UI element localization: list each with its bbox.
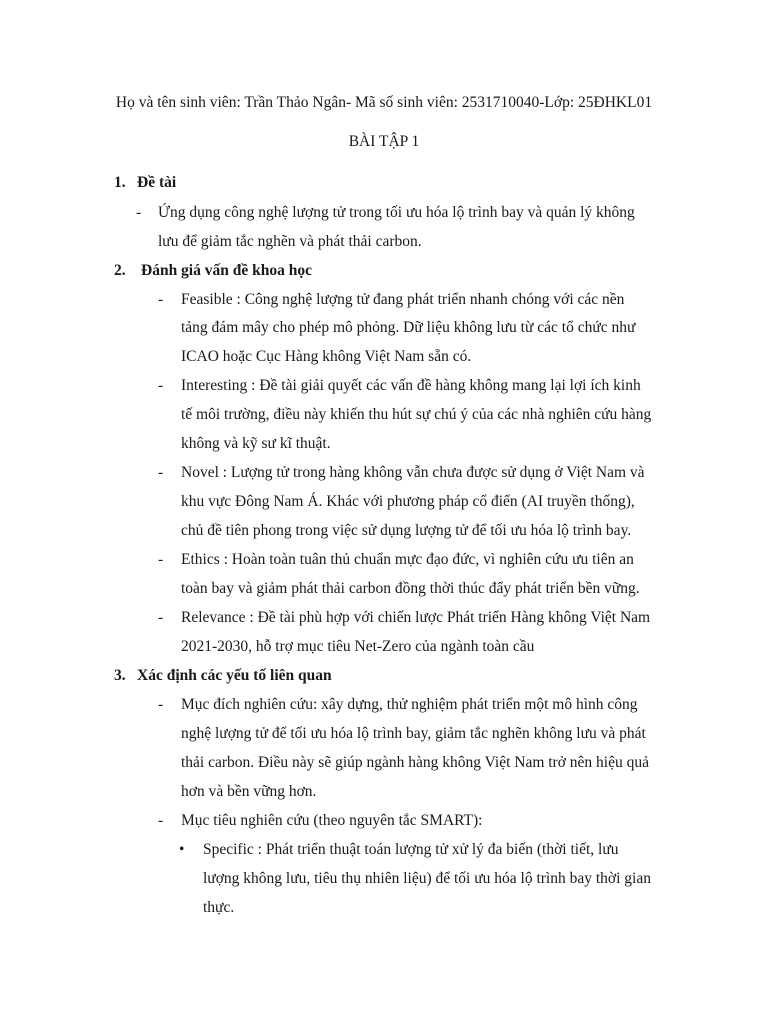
section-2-item-1-line-2: tảng đám mây cho phép mô phỏng. Dữ liệu không lưu từ các tổ chức như xyxy=(181,319,636,336)
assignment-title: BÀI TẬP 1 xyxy=(348,133,420,150)
section-3-item-3-line-2: lượng không lưu, tiêu thụ nhiên liệu) để tối ưu hóa lộ trình bay thời gian xyxy=(203,870,651,887)
section-2-item-5-line-2: 2021-2030, hỗ trợ mục tiêu Net-Zero của ngành toàn cầu xyxy=(181,638,535,655)
section-2-item-2-line-3: không và kỹ sư kĩ thuật. xyxy=(181,435,331,452)
section-2-item-4-line-2: toàn bay và giảm phát thải carbon đồng thời thúc đẩy phát triển bền vững. xyxy=(181,580,640,597)
section-2-item-1-line-3: ICAO hoặc Cục Hàng không Việt Nam sẵn có. xyxy=(181,348,472,365)
section-2-item-4-marker: - xyxy=(158,551,164,568)
section-1-item-1-line-1: Ứng dụng công nghệ lượng tử trong tối ưu hóa lộ trình bay và quản lý không xyxy=(158,204,635,221)
section-1-item-1-line-2: lưu để giảm tắc nghẽn và phát thải carbon. xyxy=(158,233,422,250)
section-2-item-1-line-1: Feasible : Công nghệ lượng tử đang phát triển nhanh chóng với các nền xyxy=(181,291,625,308)
section-2-item-5-line-1: Relevance : Đề tài phù hợp với chiến lược Phát triển Hàng không Việt Nam xyxy=(181,609,651,626)
section-3-item-2-marker: - xyxy=(158,812,164,829)
section-2-item-2-line-2: tế môi trường, điều này khiến thu hút sự chú ý của các nhà nghiên cứu hàng xyxy=(181,406,652,423)
section-3-item-3-marker: • xyxy=(179,841,185,858)
section-2-item-3-line-3: chủ đề tiên phong trong việc sử dụng lượng tử để tối ưu hóa lộ trình bay. xyxy=(181,522,632,539)
section-3-item-3-line-3: thực. xyxy=(203,899,235,916)
section-3-item-1-line-3: thải carbon. Điều này sẽ giúp ngành hàng không Việt Nam trở nên hiệu quả xyxy=(181,754,649,771)
section-2-item-3-marker: - xyxy=(158,464,164,481)
section-1-item-1-marker: - xyxy=(136,204,142,221)
section-2-item-5-marker: - xyxy=(158,609,164,626)
section-2-item-2-line-1: Interesting : Đề tài giải quyết các vấn đề hàng không mang lại lợi ích kinh xyxy=(181,377,641,394)
section-3-item-1-line-2: nghệ lượng tử để tối ưu hóa lộ trình bay, giảm tắc nghẽn không lưu và phát xyxy=(181,725,646,742)
section-1-heading: Đề tài xyxy=(137,174,177,191)
section-3-item-1-line-1: Mục đích nghiên cứu: xây dựng, thử nghiệm phát triển một mô hình công xyxy=(181,696,638,713)
section-2-item-3-line-1: Novel : Lượng tử trong hàng không vẫn chưa được sử dụng ở Việt Nam và xyxy=(181,464,645,481)
section-2-item-2-marker: - xyxy=(158,377,164,394)
section-3-heading: Xác định các yếu tố liên quan xyxy=(137,667,332,684)
section-2-item-1-marker: - xyxy=(158,291,164,308)
section-2-number: 2. xyxy=(114,262,126,279)
section-3-item-3-line-1: Specific : Phát triển thuật toán lượng tử xử lý đa biến (thời tiết, lưu xyxy=(203,841,619,858)
section-3-item-1-line-4: hơn và bền vững hơn. xyxy=(181,783,317,800)
section-2-heading: Đánh giá vấn đề khoa học xyxy=(141,262,312,279)
section-3-number: 3. xyxy=(114,667,126,684)
section-1-number: 1. xyxy=(114,174,126,191)
section-3-item-2-line-1: Mục tiêu nghiên cứu (theo nguyên tắc SMART): xyxy=(181,812,483,829)
section-2-item-3-line-2: khu vực Đông Nam Á. Khác với phương pháp cổ điển (AI truyền thống), xyxy=(181,493,635,510)
section-2-item-4-line-1: Ethics : Hoàn toàn tuân thủ chuẩn mực đạo đức, vì nghiên cứu ưu tiên an xyxy=(181,551,634,568)
student-info-header: Họ và tên sinh viên: Trần Thảo Ngân- Mã số sinh viên: 2531710040-Lớp: 25ĐHKL01 xyxy=(115,94,653,111)
section-3-item-1-marker: - xyxy=(158,696,164,713)
